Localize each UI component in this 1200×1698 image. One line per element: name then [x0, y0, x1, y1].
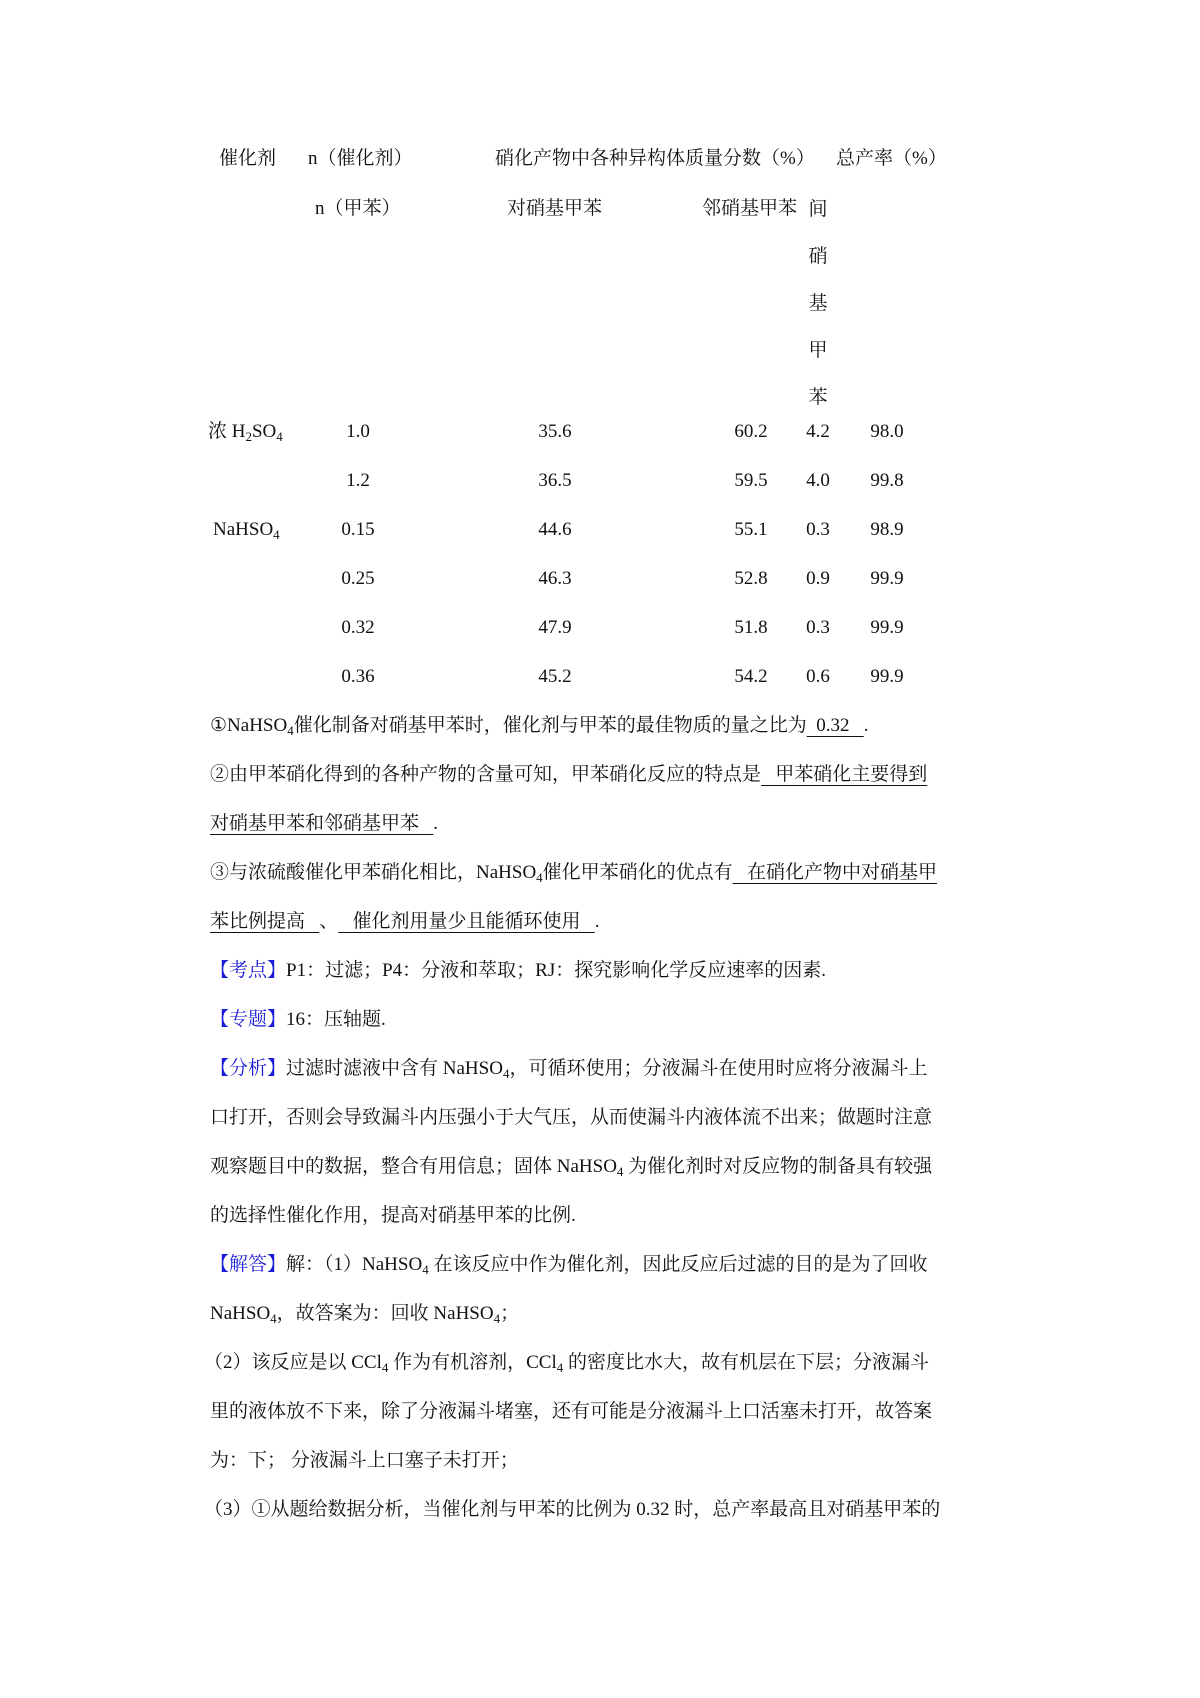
fenxi-text: 过滤时滤液中含有 NaHSO	[286, 1058, 503, 1079]
subscript: 4	[381, 1360, 389, 1375]
q2-end: .	[433, 813, 439, 834]
subscript: 4	[276, 429, 283, 444]
jieda-line-1	[210, 1253, 927, 1277]
subscript: 4	[502, 1066, 510, 1081]
jieda-tag: 【解答】	[210, 1254, 287, 1275]
q1-text: 催化制备对硝基甲苯时，催化剂与甲苯的最佳物质的量之比为	[293, 715, 807, 736]
q1-answer: 0.32	[806, 715, 864, 736]
row-total: 98.9	[870, 519, 904, 540]
q3-answer: 在硝化产物中对硝基甲	[732, 862, 937, 883]
header-total-yield: 总产率（%）	[836, 148, 947, 169]
row-meta: 4.0	[806, 470, 830, 491]
row-para: 44.6	[538, 519, 572, 540]
row-ortho: 51.8	[734, 617, 768, 638]
q3-separator: 、	[319, 911, 339, 932]
row-para: 46.3	[538, 568, 572, 589]
row-ortho: 55.1	[734, 519, 768, 540]
jieda-text: ；	[500, 1303, 520, 1324]
fenxi-line-1	[210, 1057, 927, 1081]
q3-answer: 催化剂用量少且能循环使用	[338, 911, 595, 932]
question-3-line-1	[210, 861, 937, 885]
fenxi-line-4: 的选择性催化作用，提高对硝基甲苯的比例.	[210, 1205, 576, 1226]
question-2-line-2	[210, 812, 438, 836]
subscript: 4	[422, 1262, 429, 1277]
row-total: 99.9	[870, 568, 904, 589]
subscript: 4	[273, 527, 280, 542]
fenxi-line-2: 口打开，否则会导致漏斗内压强小于大气压，从而使漏斗内液体流不出来；做题时注意	[210, 1107, 933, 1128]
fenxi-line-3	[210, 1155, 932, 1179]
row-total: 98.0	[870, 421, 904, 442]
row-ratio: 0.36	[341, 666, 375, 687]
subscript: 4	[287, 723, 294, 738]
question-2-line-1	[210, 763, 927, 787]
row-ratio: 0.15	[341, 519, 375, 540]
header-para: 对硝基甲苯	[507, 198, 603, 219]
header-isomer-group: 硝化产物中各种异构体质量分数（%）	[495, 148, 815, 169]
row-para: 35.6	[538, 421, 572, 442]
row-ratio: 1.2	[346, 470, 370, 491]
q2-text: ②由甲苯硝化得到的各种产物的含量可知，甲苯硝化反应的特点是	[210, 764, 762, 785]
q3-answer: 苯比例提高	[210, 911, 320, 932]
subscript: 4	[556, 1360, 564, 1375]
subscript: 4	[616, 1164, 624, 1179]
question-3-line-2	[210, 910, 600, 934]
kaodian-section	[210, 959, 826, 983]
row-meta: 0.3	[806, 519, 830, 540]
fenxi-text: 观察题目中的数据，整合有用信息；固体 NaHSO	[210, 1156, 617, 1177]
jieda-line-4: 里的液体放不下来，除了分液漏斗堵塞，还有可能是分液漏斗上口活塞未打开，故答案	[210, 1401, 933, 1422]
jieda-text: NaHSO	[210, 1303, 271, 1324]
q1-prefix: ①NaHSO	[210, 715, 288, 736]
jieda-line-3	[204, 1351, 929, 1375]
header-ortho: 邻硝基甲苯	[702, 198, 798, 219]
subscript: 4	[270, 1311, 277, 1326]
header-meta-char: 甲	[808, 340, 828, 361]
q1-end: .	[863, 715, 869, 736]
q3-prefix: ③与浓硫酸催化甲苯硝化相比，NaHSO	[210, 862, 537, 883]
question-1	[210, 714, 868, 738]
zhuanti-section	[210, 1008, 386, 1032]
row-ratio: 0.32	[341, 617, 375, 638]
jieda-text: 作为有机溶剂，CCl	[388, 1352, 557, 1373]
row-ratio: 0.25	[341, 568, 375, 589]
row-meta: 4.2	[806, 421, 830, 442]
jieda-text: ，故答案为：回收 NaHSO	[276, 1303, 494, 1324]
row-para: 45.2	[538, 666, 572, 687]
header-meta	[806, 186, 830, 421]
jieda-line-5: 为：下； 分液漏斗上口塞子未打开；	[210, 1450, 519, 1471]
jieda-text: （2）该反应是以 CCl	[204, 1352, 382, 1373]
catalyst-text: 浓 H	[208, 421, 246, 442]
catalyst-text: SO	[251, 421, 277, 442]
catalyst-text: NaHSO	[213, 519, 274, 540]
row-para: 47.9	[538, 617, 572, 638]
row-para: 36.5	[538, 470, 572, 491]
header-meta-char: 硝	[808, 246, 828, 267]
kaodian-tag: 【考点】	[210, 960, 287, 981]
jieda-line-6: （3）①从题给数据分析，当催化剂与甲苯的比例为 0.32 时，总产率最高且对硝基甲苯的	[204, 1499, 941, 1520]
row-ortho: 54.2	[734, 666, 768, 687]
header-meta-char: 间	[808, 199, 828, 220]
row-ortho: 59.5	[734, 470, 768, 491]
q3-text: 催化甲苯硝化的优点有	[542, 862, 733, 883]
row-total: 99.9	[870, 617, 904, 638]
header-meta-char: 苯	[808, 387, 828, 408]
row-meta: 0.9	[806, 568, 830, 589]
zhuanti-text: 16：压轴题.	[286, 1009, 386, 1030]
fenxi-tag: 【分析】	[210, 1058, 287, 1079]
subscript: 4	[493, 1311, 501, 1326]
row-meta: 0.3	[806, 617, 830, 638]
row-total: 99.9	[870, 666, 904, 687]
q2-answer: 对硝基甲苯和邻硝基甲苯	[210, 813, 434, 834]
row-ratio: 1.0	[346, 421, 370, 442]
jieda-text: 的密度比水大，故有机层在下层；分液漏斗	[563, 1352, 930, 1373]
jieda-text: 在该反应中作为催化剂，因此反应后过滤的目的是为了回收	[428, 1254, 928, 1275]
subscript: 2	[245, 429, 252, 444]
header-meta-char: 基	[808, 293, 828, 314]
row-total: 99.8	[870, 470, 904, 491]
row-ortho: 52.8	[734, 568, 768, 589]
row-ortho: 60.2	[734, 421, 768, 442]
fenxi-text: 为催化剂时对反应物的制备具有较强	[623, 1156, 933, 1177]
zhuanti-tag: 【专题】	[210, 1009, 287, 1030]
jieda-line-2	[210, 1302, 519, 1326]
jieda-text: 解：（1）NaHSO	[286, 1254, 423, 1275]
subscript: 4	[536, 870, 543, 885]
q3-end: .	[594, 911, 600, 932]
header-ratio-top: n（催化剂）	[308, 148, 413, 169]
kaodian-text: P1：过滤；P4：分液和萃取；RJ：探究影响化学反应速率的因素.	[286, 960, 826, 981]
row-meta: 0.6	[806, 666, 830, 687]
fenxi-text: ，可循环使用；分液漏斗在使用时应将分液漏斗上	[509, 1058, 928, 1079]
header-ratio-bottom: n（甲苯）	[315, 198, 401, 219]
row-catalyst	[213, 518, 280, 542]
header-catalyst: 催化剂	[219, 148, 277, 169]
row-catalyst	[208, 420, 283, 444]
q2-answer: 甲苯硝化主要得到	[761, 764, 928, 785]
